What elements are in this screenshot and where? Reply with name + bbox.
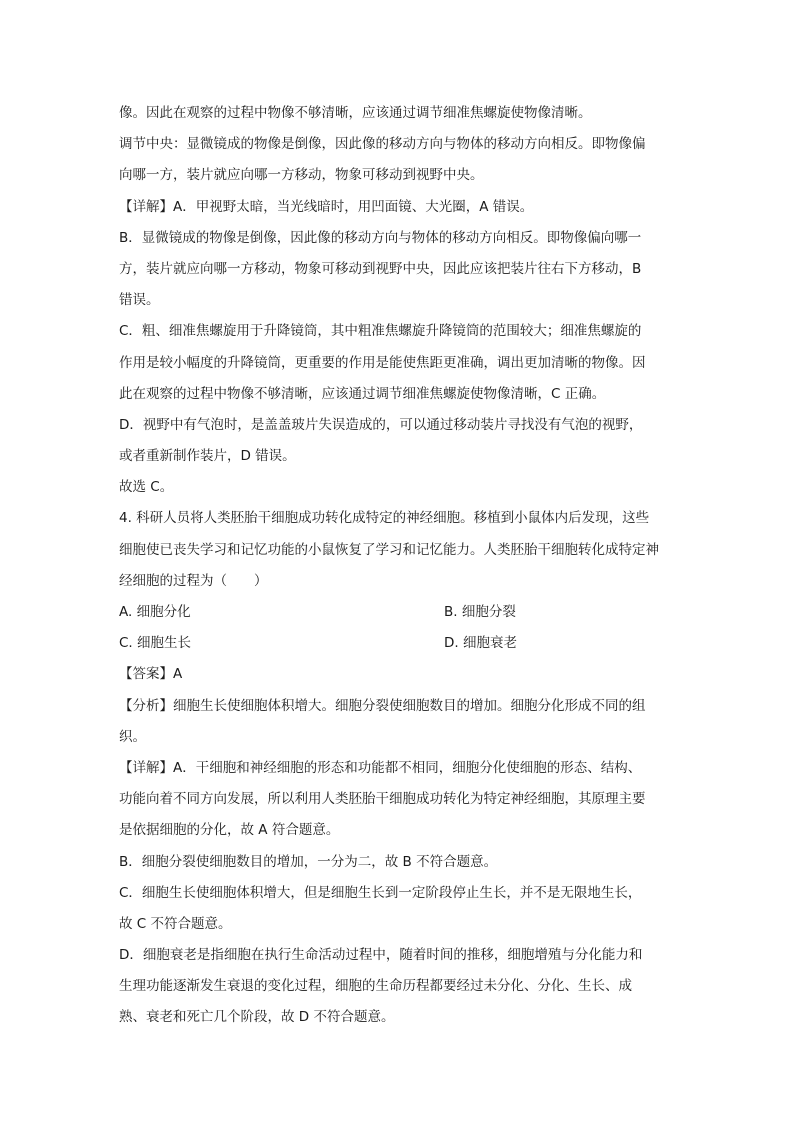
answer-block [119,659,679,1033]
text-line: D．视野中有气泡时，是盖盖玻片失误造成的，可以通过移动装片寻找没有气泡的视野， [119,416,643,433]
options-row-2 [119,628,679,659]
detail-line: B．细胞分裂使细胞数目的增加，一分为二，故 B 不符合题意。 [119,853,498,870]
text-line: B．显微镜成的物像是倒像，因此像的移动方向与物体的移动方向相反。即物像偏向哪一 [119,229,642,246]
option-c: C. 细胞生长 [119,635,192,652]
question-stem-line: 经细胞的过程为（ ） [119,572,268,589]
analysis-line: 【分析】细胞生长使细胞体积增大。细胞分裂使细胞数目的增加。细胞分化形成不同的组 [119,697,646,714]
analysis-line: 织。 [119,728,146,745]
answer-line: 【答案】A [119,666,183,683]
detail-line: 【详解】A．干细胞和神经细胞的形态和功能都不相同，细胞分化使细胞的形态、结构、 [119,759,642,776]
text-line: 调节中央：显微镜成的物像是倒像，因此像的移动方向与物体的移动方向相反。即物像偏 [119,136,646,153]
question-4 [119,503,679,659]
document-body [119,98,679,1034]
text-line: 【详解】A．甲视野太暗，当光线暗时，用凹面镜、大光圈，A 错误。 [119,198,534,215]
option-b: B. 细胞分裂 [444,604,516,620]
text-line: 方，装片就应向哪一方移动，物象可移动到视野中央，因此应该把装片往右下方移动，B [119,260,642,277]
detail-line: 生理功能逐渐发生衰退的变化过程，细胞的生命历程都要经过未分化、分化、生长、成 [119,978,632,995]
option-d: D. 细胞衰老 [444,635,517,652]
detail-line: 是依据细胞的分化，故 A 符合题意。 [119,822,340,839]
text-line: 或者重新制作装片，D 错误。 [119,448,296,465]
text-line: 向哪一方，装片就应向哪一方移动，物象可移动到视野中央。 [119,167,484,184]
detail-line: C．细胞生长使细胞体积增大，但是细胞生长到一定阶段停止生长，并不是无限地生长， [119,884,642,901]
question-stem-line: 4. 科研人员将人类胚胎干细胞成功转化成特定的神经细胞。移植到小鼠体内后发现，这些 [119,510,650,527]
detail-line: 故 C 不符合题意。 [119,915,232,932]
question-stem-line: 细胞使已丧失学习和记忆功能的小鼠恢复了学习和记忆能力。人类胚胎干细胞转化成特定神 [119,541,659,558]
text-line: 故选 C。 [119,479,174,496]
detail-line: 功能向着不同方向发展，所以利用人类胚胎干细胞成功转化为特定神经细胞，其原理主要 [119,791,646,808]
options-row-1 [119,597,679,628]
text-line: 像。因此在观察的过程中物像不够清晰，应该通过调节细准焦螺旋使物像清晰。 [119,105,592,121]
text-line: 此在观察的过程中物像不够清晰，应该通过调节细准焦螺旋使物像清晰，C 正确。 [119,385,606,402]
detail-line: D．细胞衰老是指细胞在执行生命活动过程中，随着时间的推移，细胞增殖与分化能力和 [119,947,643,964]
text-line: 作用是较小幅度的升降镜筒，更重要的作用是能使焦距更准确，调出更加清晰的物像。因 [119,354,646,371]
option-a: A. 细胞分化 [119,604,191,620]
text-line: C．粗、细准焦螺旋用于升降镜筒，其中粗准焦螺旋升降镜筒的范围较大；细准焦螺旋的 [119,323,642,340]
detail-line: 熟、衰老和死亡几个阶段，故 D 不符合题意。 [119,1009,395,1026]
text-line: 错误。 [119,292,160,309]
explanation-block-top [119,98,679,503]
